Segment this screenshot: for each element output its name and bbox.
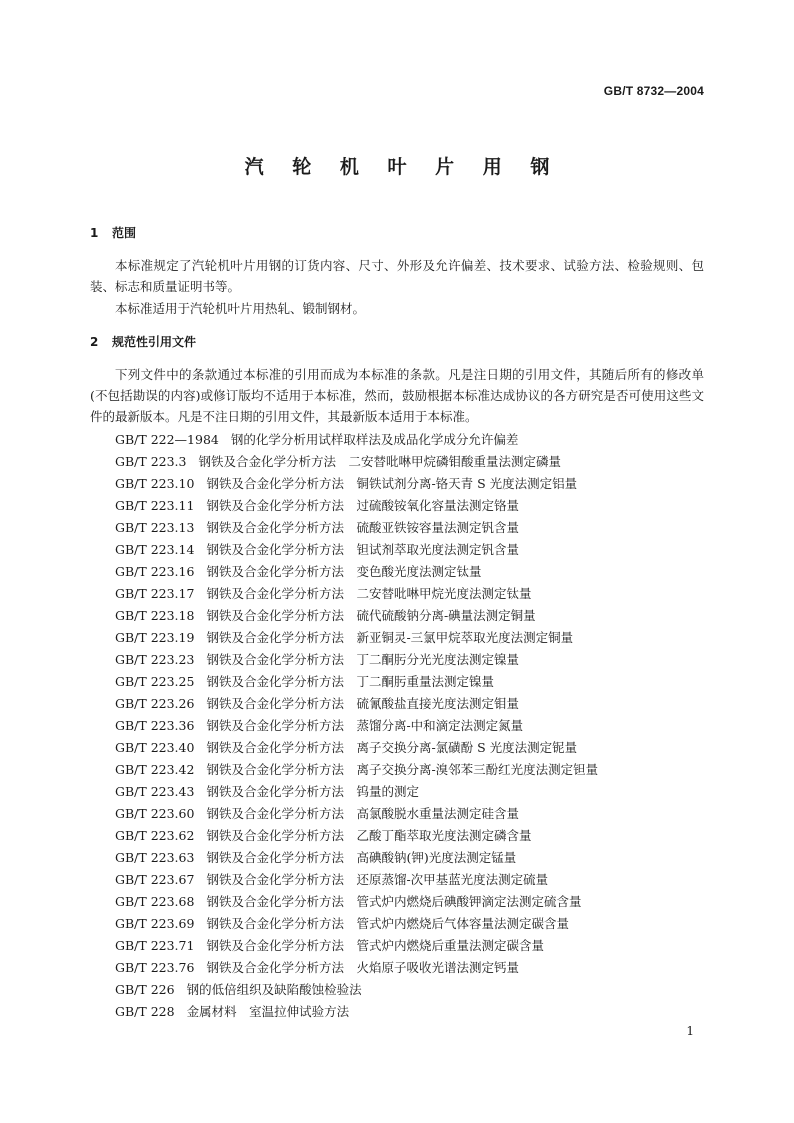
reference-item <box>115 847 598 869</box>
reference-title: 钢铁及合金化学分析方法 还原蒸馏-次甲基蓝光度法测定硫量 <box>206 872 549 887</box>
reference-code: GB/T 223.63 <box>115 850 195 865</box>
reference-item <box>115 869 598 891</box>
reference-title: 钢铁及合金化学分析方法 乙酸丁酯萃取光度法测定磷含量 <box>206 828 532 843</box>
section-1-heading <box>90 224 136 241</box>
reference-title: 钢铁及合金化学分析方法 丁二酮肟重量法测定镍量 <box>206 674 494 689</box>
reference-title: 钢铁及合金化学分析方法 火焰原子吸收光谱法测定钙量 <box>206 960 519 975</box>
reference-title: 钢铁及合金化学分析方法 过硫酸铵氧化容量法测定铬量 <box>206 498 519 513</box>
reference-code: GB/T 223.14 <box>115 542 195 557</box>
reference-code: GB/T 223.68 <box>115 894 195 909</box>
reference-item <box>115 583 598 605</box>
reference-code: GB/T 223.76 <box>115 960 195 975</box>
reference-code: GB/T 223.18 <box>115 608 195 623</box>
reference-item <box>115 517 598 539</box>
reference-item <box>115 473 598 495</box>
reference-item <box>115 561 598 583</box>
reference-item <box>115 715 598 737</box>
reference-code: GB/T 223.36 <box>115 718 195 733</box>
reference-code: GB/T 223.10 <box>115 476 195 491</box>
reference-item <box>115 979 598 1001</box>
reference-code: GB/T 223.3 <box>115 454 187 469</box>
section-2-number: 2 <box>90 335 99 349</box>
reference-item <box>115 935 598 957</box>
reference-code: GB/T 223.42 <box>115 762 195 777</box>
reference-code: GB/T 223.17 <box>115 586 195 601</box>
reference-title: 钢铁及合金化学分析方法 铜铁试剂分离-铬天青 S 光度法测定铝量 <box>206 476 578 491</box>
reference-title: 钢的化学分析用试样取样法及成品化学成分允许偏差 <box>230 432 519 447</box>
reference-code: GB/T 223.11 <box>115 498 195 513</box>
reference-code: GB/T 223.69 <box>115 916 195 931</box>
reference-code: GB/T 226 <box>115 982 175 997</box>
reference-title: 钢铁及合金化学分析方法 二安替吡啉甲烷光度法测定钛量 <box>206 586 532 601</box>
reference-title: 钢铁及合金化学分析方法 变色酸光度法测定钛量 <box>206 564 482 579</box>
reference-item <box>115 495 598 517</box>
reference-code: GB/T 223.25 <box>115 674 195 689</box>
reference-code: GB/T 223.13 <box>115 520 195 535</box>
reference-code: GB/T 223.26 <box>115 696 195 711</box>
section-1-number: 1 <box>90 226 99 240</box>
reference-title: 钢铁及合金化学分析方法 高碘酸钠(钾)光度法测定锰量 <box>206 850 517 865</box>
reference-item <box>115 781 598 803</box>
reference-code: GB/T 228 <box>115 1004 175 1019</box>
reference-title: 钢铁及合金化学分析方法 管式炉内燃烧后气体容量法测定碳含量 <box>206 916 569 931</box>
reference-code: GB/T 223.40 <box>115 740 195 755</box>
reference-code: GB/T 223.19 <box>115 630 195 645</box>
reference-title: 钢铁及合金化学分析方法 二安替吡啉甲烷磷钼酸重量法测定磷量 <box>198 454 561 469</box>
section-2-title: 规范性引用文件 <box>112 335 197 349</box>
standard-number: GB/T 8732—2004 <box>603 84 704 98</box>
reference-item <box>115 825 598 847</box>
reference-title: 钢铁及合金化学分析方法 硫氰酸盐直接光度法测定钼量 <box>206 696 519 711</box>
reference-code: GB/T 223.43 <box>115 784 195 799</box>
reference-item <box>115 913 598 935</box>
reference-item <box>115 429 598 451</box>
reference-item <box>115 605 598 627</box>
reference-item <box>115 759 598 781</box>
reference-item <box>115 891 598 913</box>
reference-item <box>115 649 598 671</box>
reference-item <box>115 539 598 561</box>
reference-title: 钢铁及合金化学分析方法 管式炉内燃烧后重量法测定碳含量 <box>206 938 544 953</box>
reference-title: 钢铁及合金化学分析方法 钨量的测定 <box>206 784 419 799</box>
reference-code: GB/T 223.23 <box>115 652 195 667</box>
reference-code: GB/T 222—1984 <box>115 432 219 447</box>
section-2-heading <box>90 333 196 350</box>
reference-code: GB/T 223.16 <box>115 564 195 579</box>
reference-title: 钢铁及合金化学分析方法 硫酸亚铁铵容量法测定钒含量 <box>206 520 519 535</box>
reference-item <box>115 693 598 715</box>
section-1-paragraph-2: 本标准适用于汽轮机叶片用热轧、锻制钢材。 <box>115 301 366 316</box>
reference-title: 钢铁及合金化学分析方法 离子交换分离-氯磺酚 S 光度法测定铌量 <box>206 740 578 755</box>
reference-item <box>115 671 598 693</box>
reference-code: GB/T 223.71 <box>115 938 195 953</box>
reference-title: 钢铁及合金化学分析方法 丁二酮肟分光光度法测定镍量 <box>206 652 519 667</box>
reference-title: 钢铁及合金化学分析方法 高氯酸脱水重量法测定硅含量 <box>206 806 519 821</box>
page-number: 1 <box>686 1024 694 1038</box>
reference-item <box>115 803 598 825</box>
reference-code: GB/T 223.60 <box>115 806 195 821</box>
section-1-title: 范围 <box>112 226 137 240</box>
reference-code: GB/T 223.62 <box>115 828 195 843</box>
reference-item <box>115 1001 598 1023</box>
reference-item <box>115 451 598 473</box>
reference-item <box>115 957 598 979</box>
reference-title: 钢铁及合金化学分析方法 蒸馏分离-中和滴定法测定氮量 <box>206 718 524 733</box>
reference-item <box>115 737 598 759</box>
reference-list <box>115 429 598 1023</box>
reference-title: 钢的低倍组织及缺陷酸蚀检验法 <box>186 982 362 997</box>
section-1-paragraph-1: 本标准规定了汽轮机叶片用钢的订货内容、尺寸、外形及允许偏差、技术要求、试验方法、检验规则、包装、标志和质量证明书等。 <box>90 258 704 294</box>
reference-title: 金属材料 室温拉伸试验方法 <box>186 1004 350 1019</box>
reference-title: 钢铁及合金化学分析方法 钽试剂萃取光度法测定钒含量 <box>206 542 519 557</box>
reference-item <box>115 627 598 649</box>
section-2-intro: 下列文件中的条款通过本标准的引用而成为本标准的条款。凡是注日期的引用文件，其随后所有的修改单(不包括勘误的内容)或修订版均不适用于本标准，然而，鼓励根据本标准达成协议的各方研究是否可使用这些文件的最新版本。凡是不注日期的引用文件，其最新版本适用于本标准。 <box>90 367 704 424</box>
reference-code: GB/T 223.67 <box>115 872 195 887</box>
reference-title: 钢铁及合金化学分析方法 离子交换分离-溴邻苯三酚红光度法测定钽量 <box>206 762 599 777</box>
reference-title: 钢铁及合金化学分析方法 硫代硫酸钠分离-碘量法测定铜量 <box>206 608 536 623</box>
document-title: 汽 轮 机 叶 片 用 钢 <box>244 156 561 178</box>
reference-title: 钢铁及合金化学分析方法 新亚铜灵-三氯甲烷萃取光度法测定铜量 <box>206 630 574 645</box>
reference-title: 钢铁及合金化学分析方法 管式炉内燃烧后碘酸钾滴定法测定硫含量 <box>206 894 582 909</box>
